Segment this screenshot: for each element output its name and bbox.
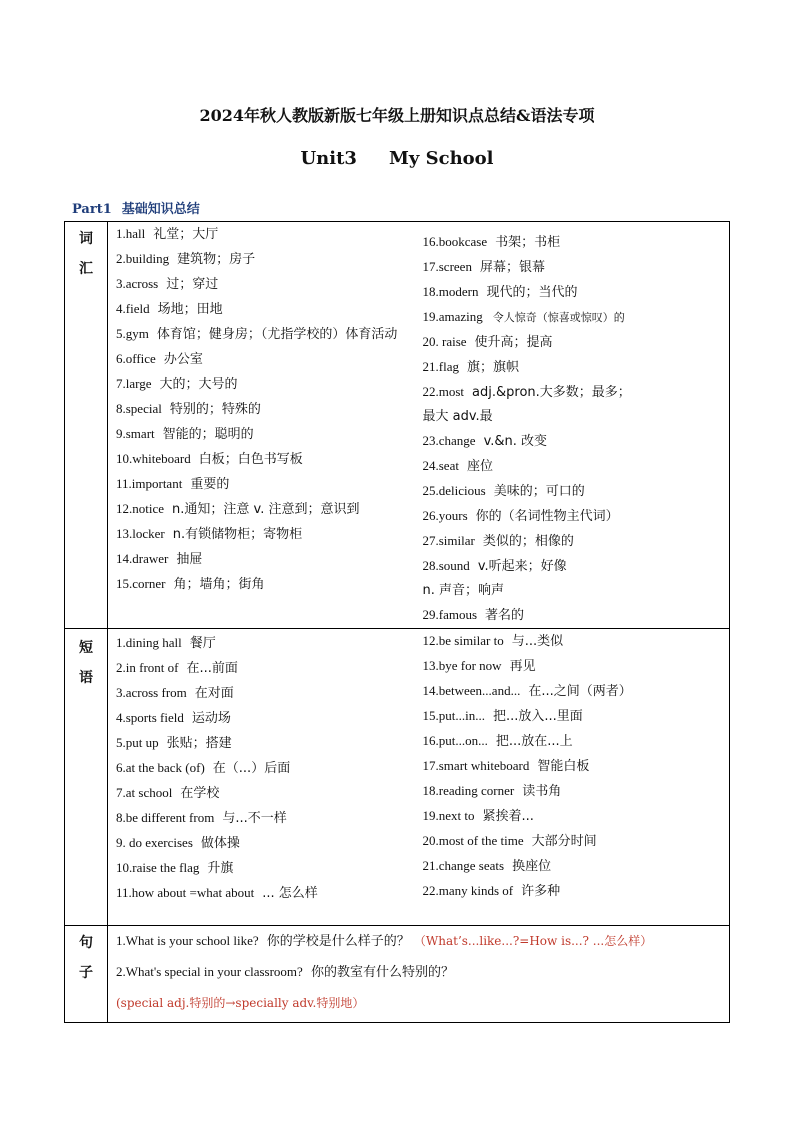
- phrase-item-zh: 餐厅: [189, 636, 216, 651]
- phrase-item-zh: 在对面: [194, 686, 234, 701]
- vocab-item-zh: 角；墙角；街角: [173, 577, 265, 592]
- phrase-item-zh: 智能白板: [537, 759, 590, 774]
- vocab-item-zh: n.通知；注意 v. 注意到；意识到: [172, 502, 360, 517]
- phrase-item: [423, 754, 726, 779]
- vocab-item-zh: 体育馆；健身房；（尤指学校的）体育活动: [156, 327, 398, 342]
- phrase-item: [116, 806, 419, 831]
- phrase-item-zh: 把...放入...里面: [492, 709, 583, 724]
- phrase-item-zh: 在...之间（两者）: [528, 684, 632, 699]
- vocab-item-zh: adj.&pron.大多数；最多；: [472, 385, 631, 400]
- vocab-item-en: 21.flag: [422, 359, 459, 374]
- phrase-category-cell: [65, 629, 108, 926]
- vocab-item-en: 24.seat: [422, 458, 459, 473]
- part-heading: [72, 201, 200, 219]
- sentence-item: [116, 957, 729, 988]
- phrase-item-zh: 与...不一样: [222, 811, 287, 826]
- phrase-row: [65, 629, 730, 926]
- vocab-item: [116, 297, 419, 322]
- vocab-item-en: 6.office: [116, 351, 156, 366]
- phrase-item-zh: 换座位: [512, 859, 552, 874]
- vocab-item-zh: n. 声音；响声: [422, 583, 505, 598]
- sentence-category-cell: [65, 926, 108, 1023]
- phrase-item-en: 4.sports field: [116, 710, 184, 725]
- phrase-item: [116, 781, 419, 806]
- vocab-category-cell: [65, 222, 108, 629]
- phrase-item-en: 20.most of the time: [422, 833, 524, 848]
- vocab-item: [116, 347, 419, 372]
- vocab-item: [116, 272, 419, 297]
- vocab-item: [423, 603, 726, 628]
- vocab-item-en: 12.notice: [116, 501, 165, 516]
- vocab-item: [116, 222, 419, 247]
- vocab-item-en: 23.change: [422, 433, 476, 448]
- vocab-item: [116, 397, 419, 422]
- vocab-item-en: 2.building: [116, 251, 170, 266]
- vocab-item-en: 8.special: [116, 401, 162, 416]
- vocab-item-en: 29.famous: [422, 607, 478, 622]
- vocab-item-zh: 类似的；相像的: [482, 534, 574, 549]
- phrase-category-char: 短: [79, 640, 93, 656]
- sentence-footnote: (special adj.特别的→specially adv.特别地）: [116, 996, 365, 1010]
- phrase-item: [116, 681, 419, 706]
- phrase-right-column: [421, 629, 730, 906]
- phrase-item-en: 15.put...in...: [422, 708, 485, 723]
- vocab-item-zh: 建筑物；房子: [177, 252, 256, 267]
- phrase-item-zh: 张贴；搭建: [166, 736, 232, 751]
- sentence-note: （What’s...like...?=How is...? ...怎么样）: [413, 934, 653, 948]
- vocab-item-zh: 大的；大号的: [159, 377, 238, 392]
- phrase-item-zh: 在...前面: [186, 661, 238, 676]
- phrase-item: [423, 829, 726, 854]
- vocab-item-en: 9.smart: [116, 426, 155, 441]
- vocab-item-zh: 特别的；特殊的: [169, 402, 261, 417]
- vocab-item: [423, 429, 726, 454]
- phrase-item-en: 10.raise the flag: [116, 860, 200, 875]
- vocab-item-en: 11.important: [116, 476, 183, 491]
- phrase-item-zh: 把...放在...上: [495, 734, 573, 749]
- phrase-item-en: 17.smart whiteboard: [422, 758, 530, 773]
- vocab-item-en: 25.delicious: [422, 483, 486, 498]
- vocab-item-zh: 白板；白色书写板: [198, 452, 303, 467]
- phrase-item: [423, 629, 726, 654]
- vocab-item: [116, 472, 419, 497]
- vocab-item: [423, 479, 726, 504]
- vocab-item-zh: 美味的；可口的: [493, 484, 585, 499]
- phrase-item-en: 21.change seats: [422, 858, 505, 873]
- phrase-item-en: 22.many kinds of: [422, 883, 514, 898]
- vocab-item-zh: 重要的: [190, 477, 230, 492]
- phrase-item-zh: 读书角: [522, 784, 562, 799]
- vocab-item-en: 13.locker: [116, 526, 165, 541]
- vocab-item-zh: 使升高；提高: [474, 335, 553, 350]
- vocab-item-zh: 办公室: [163, 352, 203, 367]
- phrase-item: [116, 631, 419, 656]
- phrase-item-en: 14.between...and...: [422, 683, 521, 698]
- vocab-item: [116, 372, 419, 397]
- phrase-item-zh: ... 怎么样: [262, 886, 318, 901]
- vocab-item: [116, 497, 419, 522]
- phrase-item-zh: 在（...）后面: [212, 761, 291, 776]
- phrase-item-zh: 运动场: [191, 711, 231, 726]
- phrase-item-en: 9. do exercises: [116, 835, 193, 850]
- vocab-item: [423, 280, 726, 305]
- vocab-item-en: 15.corner: [116, 576, 166, 591]
- phrase-item-zh: 在学校: [180, 786, 220, 801]
- vocab-item: [116, 522, 419, 547]
- phrase-item: [116, 656, 419, 681]
- vocab-item-en: 10.whiteboard: [116, 451, 191, 466]
- unit-name: My School: [388, 148, 494, 169]
- sentence-category-char: 句: [79, 935, 93, 951]
- vocab-item-zh: 屏幕；银幕: [479, 260, 545, 275]
- vocab-item: [423, 355, 726, 380]
- vocab-item: [423, 255, 726, 280]
- part-label: Part1: [72, 202, 112, 217]
- vocab-item-zh: 现代的；当代的: [486, 285, 578, 300]
- knowledge-table: [64, 221, 730, 1023]
- sentence-zh: 你的学校是什么样子的？: [266, 934, 410, 949]
- phrase-item: [423, 704, 726, 729]
- phrase-item-en: 18.reading corner: [422, 783, 515, 798]
- vocab-item: [423, 529, 726, 554]
- vocab-item-zh: v.&n. 改变: [483, 434, 548, 449]
- vocab-item-en: 7.large: [116, 376, 152, 391]
- vocab-item-en: 1.hall: [116, 226, 146, 241]
- vocab-item: [423, 230, 726, 255]
- sentence-row: [65, 926, 730, 1023]
- phrase-item-en: 19.next to: [422, 808, 475, 823]
- vocab-item-en: 27.similar: [422, 533, 475, 548]
- phrase-category-char: 语: [79, 670, 93, 686]
- phrase-content-cell: [108, 629, 730, 926]
- vocab-item: [423, 554, 726, 579]
- vocab-item-zh: 著名的: [485, 608, 525, 623]
- part-name: 基础知识总结: [121, 202, 200, 217]
- phrase-item: [423, 729, 726, 754]
- document-title: 2024年秋人教版新版七年级上册知识点总结&语法专项: [199, 106, 595, 125]
- phrase-item-en: 16.put...on...: [422, 733, 488, 748]
- vocab-item-en: 17.screen: [422, 259, 472, 274]
- phrase-item-en: 11.how about =what about: [116, 885, 255, 900]
- vocab-item: [423, 504, 726, 529]
- phrase-item-en: 2.in front of: [116, 660, 179, 675]
- phrase-item-en: 3.across from: [116, 685, 187, 700]
- vocab-item-en: 18.modern: [422, 284, 479, 299]
- sentence-item: [116, 926, 729, 957]
- vocab-item-en: 4.field: [116, 301, 150, 316]
- phrase-item: [116, 706, 419, 731]
- sentence-category-char: 子: [79, 965, 93, 981]
- vocab-item: [423, 405, 726, 429]
- phrase-item-en: 12.be similar to: [422, 633, 504, 648]
- phrase-item-zh: 升旗: [207, 861, 234, 876]
- vocab-content-cell: [108, 222, 730, 629]
- phrase-item: [423, 679, 726, 704]
- vocab-left-column: [108, 222, 421, 628]
- vocab-item-zh: 礼堂；大厅: [153, 227, 219, 242]
- vocab-item: [116, 572, 419, 597]
- vocab-item-zh: n.有锁储物柜；寄物柜: [172, 527, 303, 542]
- vocab-right-column: [421, 222, 730, 628]
- phrase-item: [116, 731, 419, 756]
- vocab-item-zh: 书架；书柜: [495, 235, 561, 250]
- phrase-item-zh: 与...类似: [511, 634, 564, 649]
- vocab-item-en: 19.amazing: [422, 309, 483, 324]
- vocab-item: [116, 322, 419, 347]
- phrase-item: [116, 856, 419, 881]
- phrase-item-en: 6.at the back (of): [116, 760, 205, 775]
- phrase-item-zh: 大部分时间: [531, 834, 597, 849]
- vocab-item-zh: v.听起来；好像: [477, 559, 567, 574]
- phrase-item: [423, 654, 726, 679]
- vocab-item: [423, 454, 726, 479]
- vocab-item-en: 26.yours: [422, 508, 468, 523]
- vocab-item: [116, 247, 419, 272]
- vocab-item-en: 14.drawer: [116, 551, 169, 566]
- phrase-item: [423, 879, 726, 904]
- phrase-item-zh: 许多种: [521, 884, 561, 899]
- phrase-item: [116, 881, 419, 906]
- phrase-item: [423, 854, 726, 879]
- vocab-item-zh: 你的（名词性物主代词）: [475, 509, 619, 524]
- vocab-item-zh: 场地；田地: [157, 302, 223, 317]
- phrase-item: [423, 779, 726, 804]
- vocab-item-en: 22.most: [422, 384, 465, 399]
- vocab-category-char: 词: [79, 231, 93, 247]
- vocab-item: [423, 330, 726, 355]
- vocab-item-zh: 抽屉: [176, 552, 203, 567]
- vocab-item-en: 20. raise: [422, 334, 467, 349]
- vocab-item-zh: 旗；旗帜: [466, 360, 519, 375]
- sentence-en: 1.What is your school like?: [116, 933, 259, 948]
- phrase-item: [116, 756, 419, 781]
- vocab-item: [116, 547, 419, 572]
- vocab-item-en: 3.across: [116, 276, 159, 291]
- vocab-item-en: 28.sound: [422, 558, 470, 573]
- vocab-item-zh: 智能的；聪明的: [162, 427, 254, 442]
- unit-label: Unit3: [300, 148, 357, 169]
- vocab-item-zh: 座位: [466, 459, 493, 474]
- phrase-item-en: 5.put up: [116, 735, 159, 750]
- vocab-item: [423, 380, 726, 405]
- unit-title: [0, 146, 794, 172]
- phrase-item-en: 13.bye for now: [422, 658, 502, 673]
- vocab-item-en: 5.gym: [116, 326, 149, 341]
- phrase-item-en: 7.at school: [116, 785, 173, 800]
- phrase-item-zh: 再见: [509, 659, 536, 674]
- vocab-item-en: 16.bookcase: [422, 234, 488, 249]
- sentence-en: 2.What's special in your classroom?: [116, 964, 303, 979]
- phrase-item-zh: 紧挨着...: [482, 809, 534, 824]
- vocab-item: [423, 305, 726, 330]
- phrase-item: [116, 831, 419, 856]
- vocab-item-zh: 过；穿过: [166, 277, 219, 292]
- phrase-item: [423, 804, 726, 829]
- vocab-item: [116, 422, 419, 447]
- vocab-row: [65, 222, 730, 629]
- vocab-category-char: 汇: [79, 261, 93, 277]
- sentence-content-cell: [108, 926, 730, 1023]
- vocab-item-zh: 最大 adv.最: [422, 409, 493, 424]
- sentence-zh: 你的教室有什么特别的？: [310, 965, 454, 980]
- vocab-item-zh: 令人惊奇（惊喜或惊叹）的: [492, 311, 625, 324]
- vocab-item: [116, 447, 419, 472]
- phrase-left-column: [108, 629, 421, 906]
- vocab-item: [423, 579, 726, 603]
- phrase-item-en: 1.dining hall: [116, 635, 182, 650]
- phrase-item-zh: 做体操: [200, 836, 240, 851]
- phrase-item-en: 8.be different from: [116, 810, 215, 825]
